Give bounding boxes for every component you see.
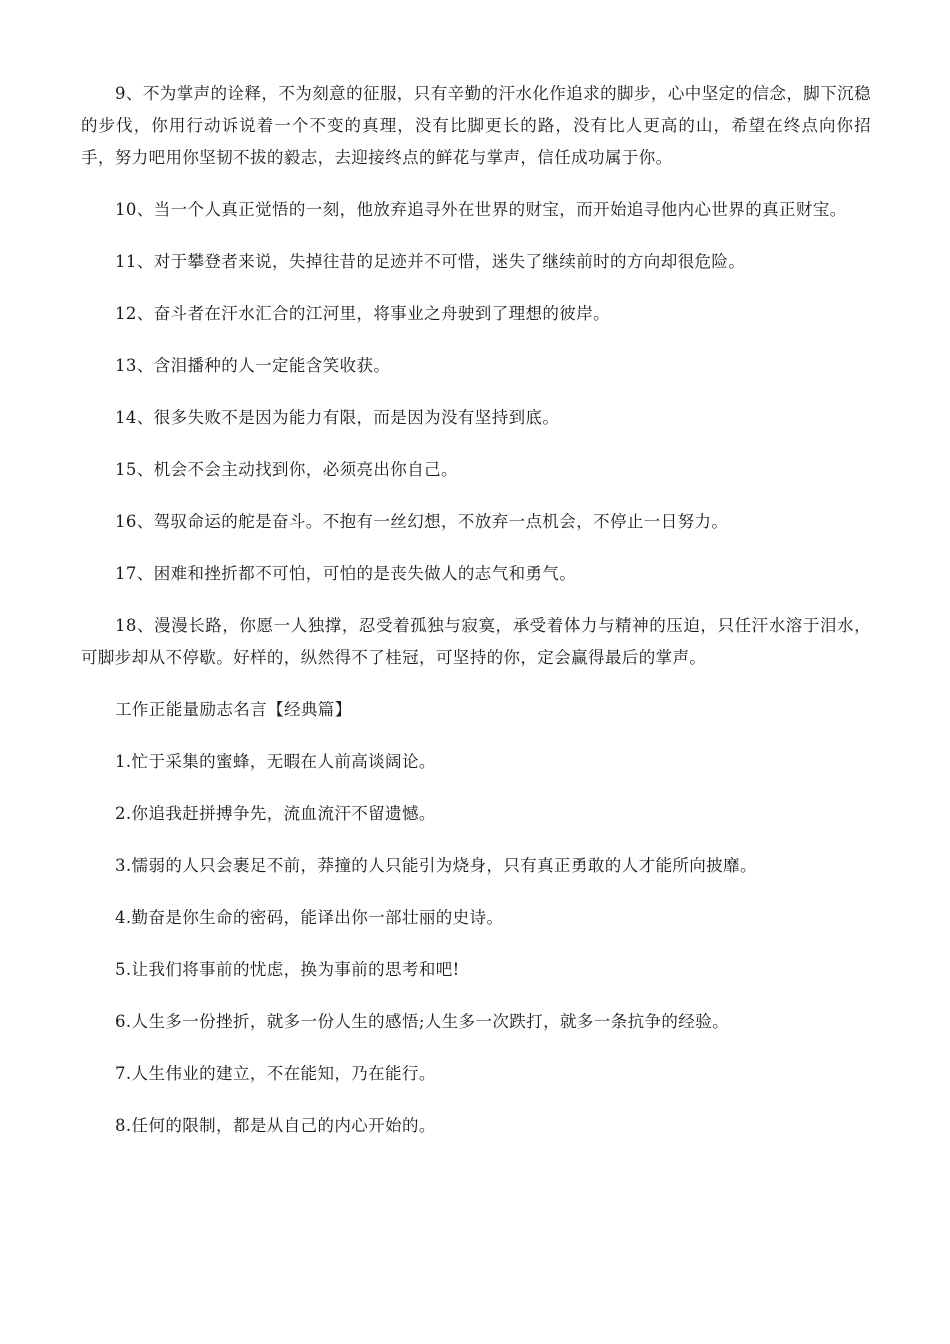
quote-paragraph-9: 9、不为掌声的诠释，不为刻意的征服，只有辛勤的汗水化作追求的脚步，心中坚定的信念，脚下沉稳的步伐，你用行动诉说着一个不变的真理，没有比脚更长的路，没有比人更高的山，希望在终点向你招手，努力吧用你坚韧不拔的毅志，去迎接终点的鲜花与掌声，信任成功属于你。 [81,84,871,167]
quote-paragraph-16: 16、驾驭命运的舵是奋斗。不抱有一丝幻想，不放弃一点机会，不停止一日努力。 [115,512,729,531]
quote-paragraph-12: 12、奋斗者在汗水汇合的江河里，将事业之舟驶到了理想的彼岸。 [115,304,610,323]
quote-paragraph-11: 11、对于攀登者来说，失掉往昔的足迹并不可惜，迷失了继续前时的方向却很危险。 [115,252,746,271]
classic-quote-1: 1.忙于采集的蜜蜂，无暇在人前高谈阔论。 [115,752,436,771]
classic-quote-4: 4.勤奋是你生命的密码，能译出你一部壮丽的史诗。 [115,908,504,927]
quote-paragraph-10: 10、当一个人真正觉悟的一刻，他放弃追寻外在世界的财宝，而开始追寻他内心世界的真正财宝。 [115,200,847,219]
classic-quote-3: 3.懦弱的人只会裹足不前，莽撞的人只能引为烧身，只有真正勇敢的人才能所向披靡。 [115,856,757,875]
section-heading: 工作正能量励志名言【经典篇】 [115,700,352,719]
quote-paragraph-15: 15、机会不会主动找到你，必须亮出你自己。 [115,460,458,479]
quote-paragraph-14: 14、很多失败不是因为能力有限，而是因为没有坚持到底。 [115,408,560,427]
classic-quote-6: 6.人生多一份挫折，就多一份人生的感悟;人生多一次跌打，就多一条抗争的经验。 [115,1012,730,1031]
quote-paragraph-13: 13、含泪播种的人一定能含笑收获。 [115,356,391,375]
classic-quote-2: 2.你追我赶拼搏争先，流血流汗不留遗憾。 [115,804,436,823]
quote-paragraph-17: 17、困难和挫折都不可怕，可怕的是丧失做人的志气和勇气。 [115,564,577,583]
quote-paragraph-18: 18、漫漫长路，你愿一人独撑，忍受着孤独与寂寞，承受着体力与精神的压迫，只任汗水溶于泪水，可脚步却从不停歇。好样的，纵然得不了桂冠，可坚持的你，定会赢得最后的掌声。 [81,616,871,667]
classic-quote-7: 7.人生伟业的建立，不在能知，乃在能行。 [115,1064,436,1083]
document-body [81,78,871,1142]
classic-quote-5: 5.让我们将事前的忧虑，换为事前的思考和吧! [115,960,460,979]
classic-quote-8: 8.任何的限制，都是从自己的内心开始的。 [115,1116,436,1135]
